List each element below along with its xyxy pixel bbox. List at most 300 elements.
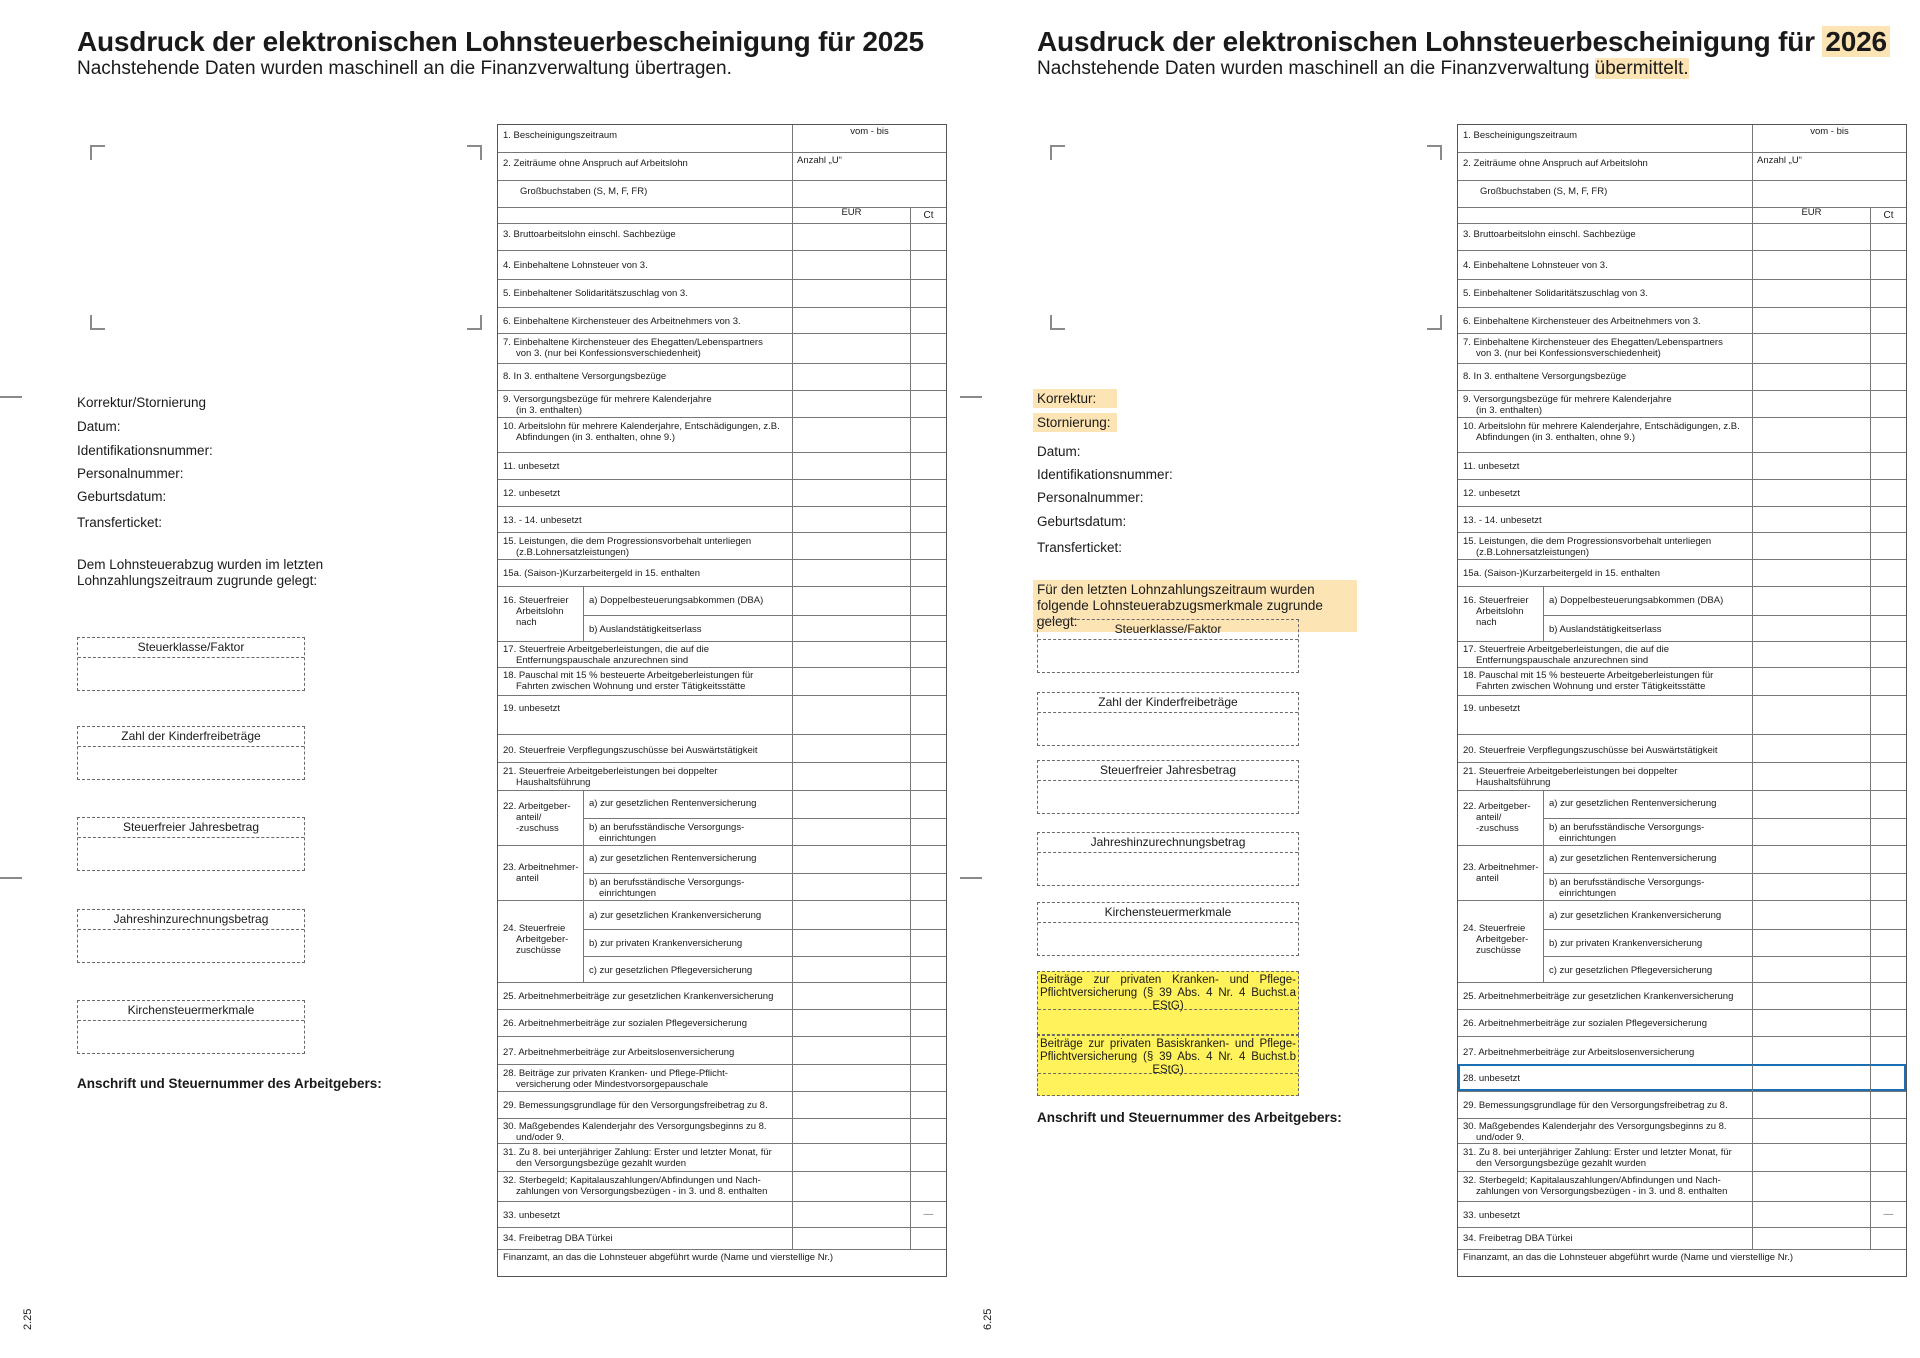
row-description [498, 1172, 792, 1201]
ct-cell [1870, 507, 1906, 532]
row-text: 2. Zeiträume ohne Anspruch auf Arbeitslohn [1463, 158, 1648, 169]
ct-cell [910, 874, 946, 901]
row-description [1458, 507, 1752, 532]
row-text-continued: Fahrten zwischen Wohnung und erster Tätigkeitsstätte [516, 681, 746, 692]
table-row-4 [1458, 250, 1906, 279]
row-text: 8. In 3. enthaltene Versorgungsbezüge [503, 371, 667, 382]
row-description [584, 616, 792, 642]
ct-cell [1870, 1010, 1906, 1036]
transferticket-label: Transferticket: [77, 515, 163, 530]
row-text: b) Auslandstätigkeitserlass [589, 624, 702, 635]
row-text: 26. Arbeitnehmerbeiträge zur sozialen Pflegeversicherung [503, 1018, 747, 1029]
row-description [1458, 642, 1752, 667]
field-box-label: Steuerklasse/Faktor [1038, 620, 1298, 640]
row-text: Finanzamt, an das die Lohnsteuer abgeführt wurde (Name und vierstellige Nr.) [1463, 1252, 1794, 1263]
row-text: 9. Versorgungsbezüge für mehrere Kalenderjahre [1463, 394, 1672, 405]
row-text: 10. Arbeitslohn für mehrere Kalenderjahre, Entschädigungen, z.B. [503, 421, 780, 432]
ct-cell [1870, 560, 1906, 586]
table-row-32 [498, 1171, 946, 1201]
page-subtitle [1037, 58, 1689, 80]
eur-header [792, 208, 910, 223]
row-text: 26. Arbeitnehmerbeiträge zur sozialen Pflegeversicherung [1463, 1018, 1707, 1029]
group-label-text: anteil/ [516, 812, 542, 823]
row-text: a) Doppelbesteuerungsabkommen (DBA) [589, 595, 764, 606]
row-description [498, 334, 792, 363]
eur-cell [1752, 308, 1870, 333]
table-row-13-14 [498, 506, 946, 532]
row-text: 15a. (Saison-)Kurzarbeitergeld in 15. enthalten [503, 568, 700, 579]
table-row-15a [498, 559, 946, 586]
table-row-17 [498, 641, 946, 667]
transferticket-label: Transferticket: [1037, 540, 1123, 555]
row-description [1458, 560, 1752, 586]
ct-cell [1870, 308, 1906, 333]
eur-cell [792, 1228, 910, 1249]
ct-cell [1870, 874, 1906, 901]
row-description [498, 391, 792, 417]
row-text-continued: zahlungen von Versorgungsbezügen - in 3. und 8. enthalten [516, 1186, 768, 1197]
eur-cell [1752, 930, 1870, 956]
row-description [498, 181, 792, 207]
table-row-12 [1458, 479, 1906, 506]
ct-cell [1870, 533, 1906, 559]
eur-cell [1752, 507, 1870, 532]
form-version: 6.25 [982, 1308, 994, 1330]
field-box-steuerklasse [77, 637, 305, 691]
fold-mark [0, 396, 22, 398]
row-text: 29. Bemessungsgrundlage für den Versorgungsfreibetrag zu 8. [1463, 1100, 1728, 1111]
group-label-text: anteil [516, 873, 539, 884]
eur-cell [1752, 957, 1870, 983]
row-text: 13. - 14. unbesetzt [503, 515, 582, 526]
row-description [1544, 901, 1752, 929]
group-label-text: Arbeitgeber- [516, 934, 569, 945]
field-box-label: Steuerfreier Jahresbetrag [1038, 761, 1298, 781]
table-row-group-23 [498, 845, 946, 900]
field-box-value [78, 1021, 304, 1053]
eur-cell [792, 819, 910, 846]
table-row-10 [498, 417, 946, 452]
row-description [1544, 587, 1752, 615]
field-box-value [1038, 713, 1298, 745]
eur-cell [792, 364, 910, 390]
table-row-27 [498, 1036, 946, 1064]
ct-cell [910, 983, 946, 1009]
address-window-corner [1427, 315, 1442, 330]
address-window-corner [467, 145, 482, 160]
column-label: vom - bis [1810, 126, 1849, 137]
row-description [498, 1065, 792, 1091]
ct-cell [1870, 957, 1906, 983]
table-row-25 [1458, 982, 1906, 1009]
group-label-text: 16. Steuerfreier [503, 595, 569, 606]
row-text: 7. Einbehaltene Kirchensteuer des Ehegatten/Lebenspartners [503, 337, 763, 348]
ct-cell [1870, 763, 1906, 790]
anzahl-u-cell [792, 153, 946, 180]
table-row-21 [1458, 762, 1906, 790]
row-text: 11. unbesetzt [1463, 461, 1520, 472]
ct-cell [1870, 1144, 1906, 1171]
row-text-continued: (in 3. enthalten) [516, 405, 583, 416]
row-description [1458, 1037, 1752, 1064]
row-text-continued: den Versorgungsbezüge gezahlt wurden [516, 1158, 687, 1169]
row-text: a) zur gesetzlichen Rentenversicherung [589, 853, 757, 864]
table-row-20 [1458, 734, 1906, 762]
group-label-text: Arbeitslohn [516, 606, 564, 617]
row-description [498, 364, 792, 390]
form-version: 2.25 [22, 1308, 34, 1330]
group-label-text: nach [1476, 617, 1497, 628]
table-row-group-22 [498, 790, 946, 845]
row-description [1458, 735, 1752, 762]
table-row-24c [1544, 956, 1906, 983]
table-row-9 [498, 390, 946, 417]
row-text: 34. Freibetrag DBA Türkei [1463, 1233, 1573, 1244]
row-text: a) zur gesetzlichen Rentenversicherung [589, 798, 757, 809]
row-description [498, 1092, 792, 1118]
row-text: 20. Steuerfreie Verpflegungszuschüsse bei Auswärtstätigkeit [503, 745, 758, 756]
group-label-text: zuschüsse [1476, 945, 1521, 956]
table-row-13-14 [1458, 506, 1906, 532]
row-text: Großbuchstaben (S, M, F, FR) [520, 186, 648, 197]
eur-cell [792, 668, 910, 695]
field-box-steuerfreier-jahresbetrag [77, 817, 305, 871]
table-row-16a [584, 587, 946, 615]
identifikationsnummer-label: Identifikationsnummer: [1037, 467, 1173, 482]
field-box-kinderfreibetraege [1037, 692, 1299, 746]
table-row-6 [1458, 307, 1906, 333]
ct-cell [1870, 930, 1906, 956]
table-row-28-selected[interactable] [1458, 1064, 1906, 1091]
row-text-continued: und/oder 9. [1476, 1132, 1525, 1143]
field-box-value [1038, 1010, 1298, 1034]
table-row-3 [498, 223, 946, 250]
fold-mark [960, 396, 982, 398]
row-text: 12. unbesetzt [1463, 488, 1521, 499]
group-label [1458, 791, 1544, 845]
eur-cell [1752, 1144, 1870, 1171]
row-text-continued: (z.B.Lohnersatzleistungen) [1476, 547, 1590, 558]
eur-cell [1752, 1202, 1870, 1227]
group-label-text: 24. Steuerfreie [503, 923, 566, 934]
table-row-2 [1458, 152, 1906, 180]
row-text-continued: Entfernungspauschale anzurechnen sind [1476, 655, 1649, 666]
ct-cell [1870, 480, 1906, 506]
row-text: 27. Arbeitnehmerbeiträge zur Arbeitslosenversicherung [1463, 1047, 1695, 1058]
row-text-continued: Abfindungen (in 3. enthalten, ohne 9.) [1476, 432, 1635, 443]
row-text-continued: Abfindungen (in 3. enthalten, ohne 9.) [516, 432, 675, 443]
ct-cell [1870, 251, 1906, 279]
eur-cell [792, 1092, 910, 1118]
eur-cell [1752, 696, 1870, 734]
eur-cell [1752, 334, 1870, 363]
ct-cell [910, 480, 946, 506]
ct-cell [1870, 983, 1906, 1009]
table-row-1 [1458, 125, 1906, 152]
eur-cell [1752, 1037, 1870, 1064]
row-text: b) Auslandstätigkeitserlass [1549, 624, 1662, 635]
table-row-20 [498, 734, 946, 762]
ct-cell [910, 334, 946, 363]
field-box-label: Jahreshinzurechnungsbetrag [78, 910, 304, 930]
row-text: b) an berufsständische Versorgungs- [1549, 822, 1705, 833]
eur-cell [792, 901, 910, 929]
table-row-26 [498, 1009, 946, 1036]
table-row-24b [1544, 929, 1906, 956]
table-row-16a [1544, 587, 1906, 615]
row-description [1458, 391, 1752, 417]
row-description [1544, 791, 1752, 818]
table-row-finanzamt [1458, 1249, 1906, 1276]
eur-cell [1752, 668, 1870, 695]
table-row-33 [1458, 1201, 1906, 1227]
ct-cell [910, 763, 946, 790]
value-cell [792, 181, 946, 207]
table-row-grossbuchstaben [498, 180, 946, 207]
row-text: 15. Leistungen, die dem Progressionsvorbehalt unterliegen [1463, 536, 1712, 547]
eur-cell [792, 846, 910, 873]
row-text: 6. Einbehaltene Kirchensteuer des Arbeitnehmers von 3. [503, 316, 741, 327]
ct-cell [910, 391, 946, 417]
group-label [498, 901, 584, 982]
field-box-label: Kirchensteuermerkmale [1038, 903, 1298, 923]
table-row-19 [1458, 695, 1906, 734]
row-text: 25. Arbeitnehmerbeiträge zur gesetzlichen Krankenversicherung [503, 991, 774, 1002]
arbeitgeber-anschrift-label: Anschrift und Steuernummer des Arbeitgebers: [1037, 1110, 1342, 1125]
table-row-group-24 [1458, 900, 1906, 982]
eur-cell [1752, 533, 1870, 559]
datum-label: Datum: [77, 419, 121, 434]
ct-cell [1870, 587, 1906, 615]
row-description [498, 668, 792, 695]
title-prefix: Ausdruck der elektronischen Lohnsteuerbescheinigung für [1037, 26, 1815, 57]
column-label: Anzahl „U“ [1757, 155, 1802, 166]
row-description [498, 1010, 792, 1036]
ct-cell [1870, 1037, 1906, 1064]
row-text: 17. Steuerfreie Arbeitgeberleistungen, die auf die [1463, 644, 1669, 655]
row-description [1458, 1144, 1752, 1171]
table-row-29 [1458, 1091, 1906, 1118]
column-label: EUR [841, 207, 862, 218]
eur-cell [1752, 251, 1870, 279]
table-row-28[interactable] [498, 1064, 946, 1091]
row-description [584, 901, 792, 929]
certificate-table [497, 124, 947, 1277]
ct-cell [910, 1172, 946, 1201]
row-description [1458, 125, 1752, 152]
ct-cell [910, 418, 946, 452]
row-text: 28. Beiträge zur privaten Kranken- und Pflege-Pflicht- [503, 1068, 728, 1079]
row-description [498, 308, 792, 333]
field-box-value [1038, 853, 1298, 885]
eur-cell [792, 616, 910, 642]
row-text: c) zur gesetzlichen Pflegeversicherung [589, 965, 753, 976]
row-description [498, 153, 792, 180]
field-box-label: Jahreshinzurechnungsbetrag [1038, 833, 1298, 853]
table-currency-header [1458, 207, 1906, 223]
row-text: 1. Bescheinigungszeitraum [503, 130, 618, 141]
field-box-value [1038, 1074, 1298, 1095]
table-row-15 [498, 532, 946, 559]
column-label: vom - bis [850, 126, 889, 137]
eur-cell [1752, 280, 1870, 307]
field-box-label: Beiträge zur privaten Basiskranken- und Pflege-Pflichtversicherung (§ 39 Abs. 4 Nr. 4 Buchst.b EStG) [1040, 1038, 1296, 1076]
table-row-group-16 [1458, 586, 1906, 641]
table-row-11 [1458, 452, 1906, 479]
row-text-continued: (z.B.Lohnersatzleistungen) [516, 547, 630, 558]
eur-cell [1752, 642, 1870, 667]
ct-cell [910, 280, 946, 307]
table-row-22b [584, 818, 946, 846]
geburtsdatum-label: Geburtsdatum: [1037, 514, 1127, 529]
ct-header [1870, 208, 1906, 223]
row-text: c) zur gesetzlichen Pflegeversicherung [1549, 965, 1713, 976]
eur-header [1752, 208, 1870, 223]
row-description [498, 533, 792, 559]
table-row-5 [1458, 279, 1906, 307]
row-description [1458, 453, 1752, 479]
table-row-23b [584, 873, 946, 901]
row-text: 19. unbesetzt [503, 703, 561, 714]
fold-mark [960, 877, 982, 879]
eur-cell [792, 1144, 910, 1171]
row-description [498, 696, 792, 734]
row-text: 9. Versorgungsbezüge für mehrere Kalenderjahre [503, 394, 712, 405]
ct-cell [910, 507, 946, 532]
eur-cell [792, 791, 910, 818]
group-label-text: nach [516, 617, 537, 628]
group-label-text: 16. Steuerfreier [1463, 595, 1529, 606]
eur-cell [792, 280, 910, 307]
table-row-19 [498, 695, 946, 734]
row-description [498, 1250, 946, 1276]
row-description [1458, 1250, 1906, 1276]
ct-cell [1870, 901, 1906, 929]
row-text: 5. Einbehaltener Solidaritätszuschlag von 3. [503, 288, 688, 299]
row-text: 3. Bruttoarbeitslohn einschl. Sachbezüge [503, 229, 676, 240]
ct-cell [910, 1119, 946, 1143]
row-description [498, 251, 792, 279]
anzahl-u-cell [1752, 153, 1906, 180]
table-row-24c [584, 956, 946, 983]
dash-mark: — [1883, 1209, 1894, 1220]
ct-cell [910, 901, 946, 929]
table-row-15a [1458, 559, 1906, 586]
row-text: 4. Einbehaltene Lohnsteuer von 3. [503, 260, 648, 271]
row-text: b) zur privaten Krankenversicherung [589, 938, 743, 949]
table-row-8 [1458, 363, 1906, 390]
group-label-text: -zuschuss [516, 823, 559, 834]
eur-cell [792, 391, 910, 417]
row-text-continued: Haushaltsführung [516, 777, 591, 788]
field-box-jahreshinzurechnungsbetrag [1037, 832, 1299, 886]
personalnummer-label: Personalnummer: [77, 466, 184, 481]
table-row-23b [1544, 873, 1906, 901]
eur-cell [1752, 453, 1870, 479]
row-text: 5. Einbehaltener Solidaritätszuschlag von 3. [1463, 288, 1648, 299]
row-description [1544, 930, 1752, 956]
ct-cell [1870, 453, 1906, 479]
table-row-32 [1458, 1171, 1906, 1201]
table-row-2 [498, 152, 946, 180]
eur-cell [1752, 391, 1870, 417]
row-description [1458, 1228, 1752, 1249]
row-description [1458, 364, 1752, 390]
eur-cell [792, 1010, 910, 1036]
eur-cell [792, 587, 910, 615]
ct-cell [1870, 642, 1906, 667]
ct-cell [910, 819, 946, 846]
ct-cell [910, 364, 946, 390]
eur-cell [792, 308, 910, 333]
row-description [1458, 418, 1752, 452]
eur-cell [792, 1065, 910, 1091]
row-text-continued: einrichtungen [599, 833, 657, 844]
row-description [498, 1202, 792, 1227]
page-subtitle: Nachstehende Daten wurden maschinell an die Finanzverwaltung übertragen. [77, 58, 732, 79]
row-description [498, 1228, 792, 1249]
row-text: a) zur gesetzlichen Krankenversicherung [589, 910, 762, 921]
table-row-22a [584, 791, 946, 818]
row-description [1458, 533, 1752, 559]
field-box-steuerfreier-jahresbetrag [1037, 760, 1299, 814]
eur-cell [1752, 616, 1870, 642]
eur-cell [792, 763, 910, 790]
row-description [1458, 1092, 1752, 1118]
row-text-continued: versicherung oder Mindestvorsorgepauschale [516, 1079, 709, 1090]
row-text: 34. Freibetrag DBA Türkei [503, 1233, 613, 1244]
ct-cell [910, 957, 946, 983]
table-row-1 [498, 125, 946, 152]
table-row-29 [498, 1091, 946, 1118]
group-label-text: 24. Steuerfreie [1463, 923, 1526, 934]
row-description [1458, 983, 1752, 1009]
row-description [1458, 763, 1752, 790]
field-box-value [1038, 923, 1298, 955]
eur-cell [1752, 1119, 1870, 1143]
row-description [584, 819, 792, 846]
table-row-3 [1458, 223, 1906, 250]
datum-label: Datum: [1037, 444, 1081, 459]
table-row-finanzamt [498, 1249, 946, 1276]
ct-cell [910, 560, 946, 586]
group-label-text: 23. Arbeitnehmer- [1463, 862, 1539, 873]
vom-bis-cell [1752, 125, 1906, 152]
ct-cell [910, 1010, 946, 1036]
table-row-31 [498, 1143, 946, 1171]
row-text: 6. Einbehaltene Kirchensteuer des Arbeitnehmers von 3. [1463, 316, 1701, 327]
eur-cell [1752, 1092, 1870, 1118]
row-text: Großbuchstaben (S, M, F, FR) [1480, 186, 1608, 197]
group-label-text: 22. Arbeitgeber- [1463, 801, 1531, 812]
ct-cell [910, 735, 946, 762]
group-label-text: -zuschuss [1476, 823, 1519, 834]
eur-cell [1752, 983, 1870, 1009]
eur-cell [1752, 846, 1870, 873]
row-text: 18. Pauschal mit 15 % besteuerte Arbeitgeberleistungen für [503, 670, 754, 681]
field-box-kirchensteuermerkmale [1037, 902, 1299, 956]
eur-cell [1752, 418, 1870, 452]
eur-cell [792, 735, 910, 762]
eur-cell [1752, 901, 1870, 929]
group-label-text: zuschüsse [516, 945, 561, 956]
ct-cell [1870, 418, 1906, 452]
eur-cell [792, 1119, 910, 1143]
eur-cell [792, 251, 910, 279]
table-row-30 [498, 1118, 946, 1143]
table-row-31 [1458, 1143, 1906, 1171]
table-row-12 [498, 479, 946, 506]
